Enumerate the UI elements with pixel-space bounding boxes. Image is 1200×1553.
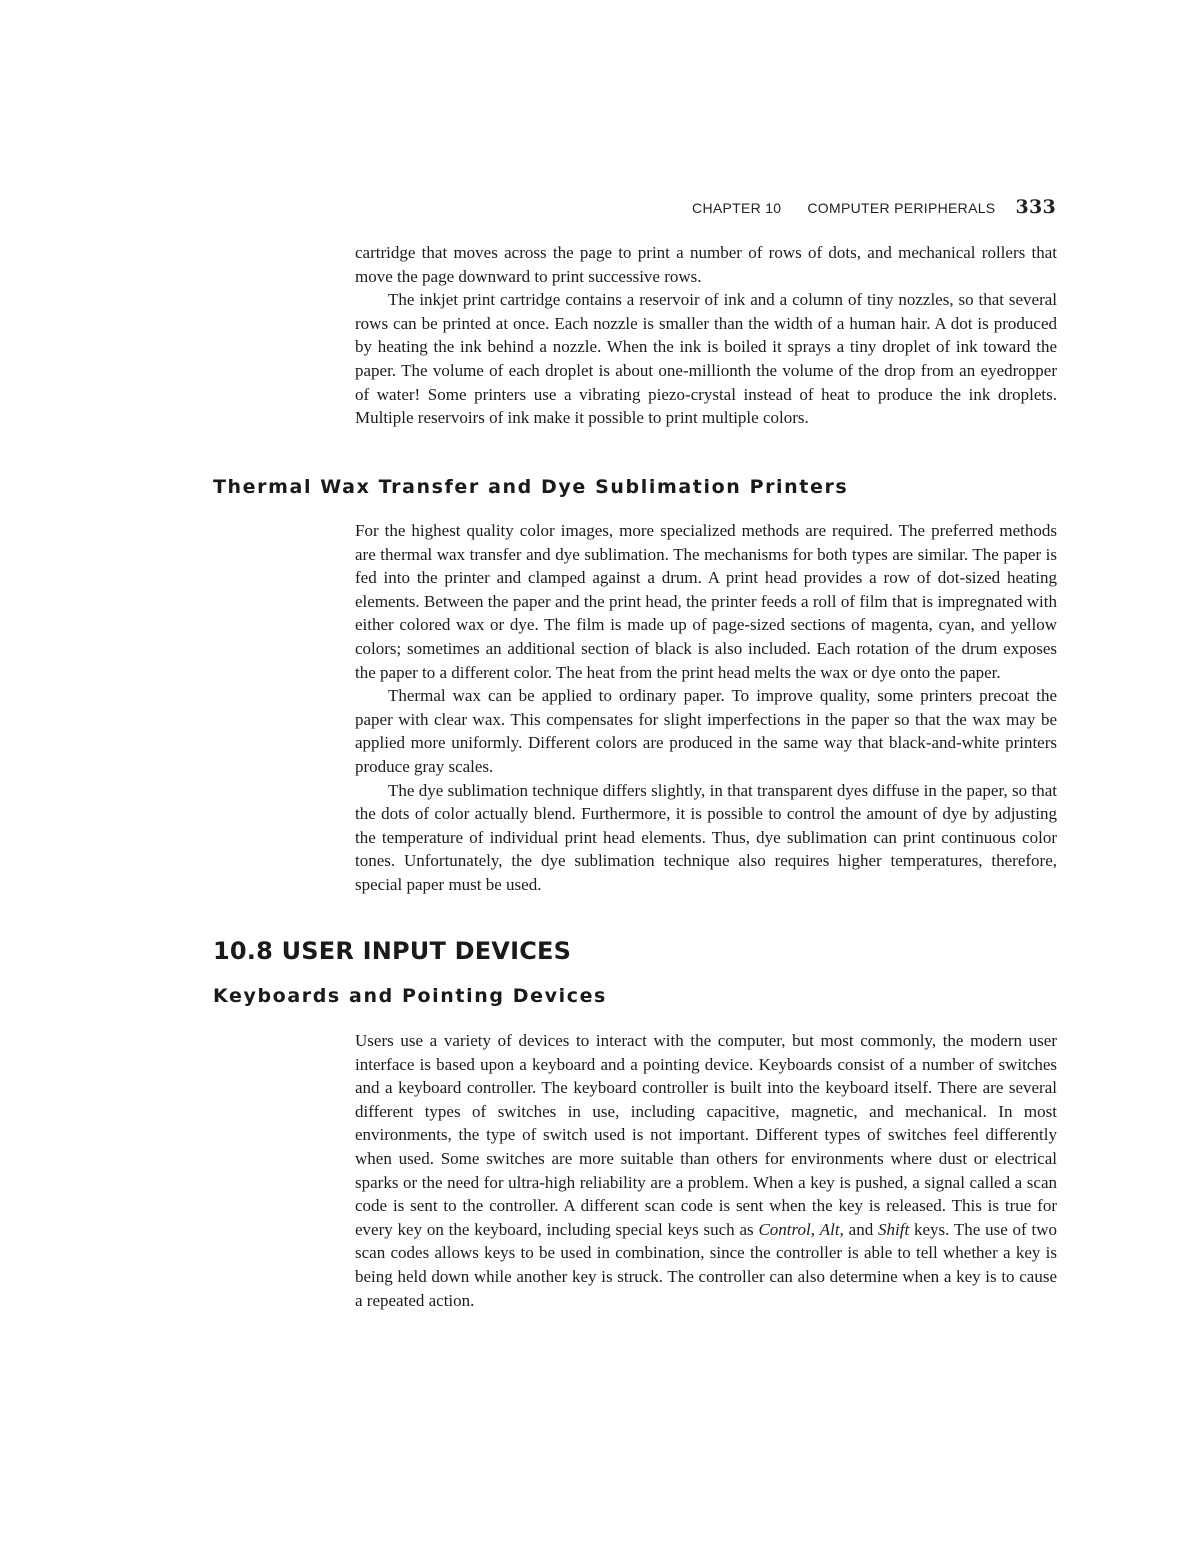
key-name-control: Control — [758, 1219, 811, 1239]
paragraph: The inkjet print cartridge contains a reservoir of ink and a column of tiny nozzles, so that several rows can be printed at once. Each nozzle is smaller than the width of a human hair. A dot is produced by heating the ink behind a nozzle. When the ink is boiled it sprays a tiny droplet of ink toward the paper. The volume of each droplet is about one-millionth the volume of the drop from an eyedropper of water! Some printers use a vibrating piezo-crystal instead of heat to produce the ink droplets. Multiple reservoirs of ink make it possible to print multiple colors. — [355, 290, 1057, 428]
thermal-section-body — [355, 519, 1057, 897]
text-run: keys. The use of two scan codes allows keys to be used in combination, since the controller is able to tell whether a key is being held down while another key is struck. The controller can also determine when a key is to cause a repeated action. — [355, 1219, 1058, 1310]
paragraph — [355, 1029, 1057, 1312]
inkjet-continued — [355, 241, 1057, 430]
page-number: 333 — [1015, 196, 1056, 218]
key-name-alt: Alt — [819, 1219, 840, 1239]
text-run: , and — [839, 1219, 878, 1239]
text-run: Users use a variety of devices to interact with the computer, but most commonly, the modern user interface is based upon a keyboard and a pointing device. Keyboards consist of a number of switches and a keyboard controller. The keyboard controller is built into the keyboard itself. There are several different types of switches in use, including capacitive, magnetic, and mechanical. In most environments, the type of switch used is not important. Different types of switches feel differently when used. Some switches are more suitable than others for environments where dust or electrical sparks or the need for ultra-high reliability are a problem. When a key is pushed, a signal called a scan code is sent to the controller. A different scan code is sent when the key is released. This is true for every key on the keyboard, including special keys such as — [355, 1031, 1057, 1239]
paragraph: For the highest quality color images, more specialized methods are required. The preferred methods are thermal wax transfer and dye sublimation. The mechanisms for both types are similar. The paper is fed into the printer and clamped against a drum. A print head provides a row of dot-sized heating elements. Between the paper and the print head, the printer feeds a roll of film that is impregnated with either colored wax or dye. The film is made up of page-sized sections of magenta, cyan, and yellow colors; sometimes an additional section of black is also included. Each rotation of the drum exposes the paper to a different color. The heat from the print head melts the wax or dye onto the paper. — [355, 521, 1057, 682]
section-heading-thermal: Thermal Wax Transfer and Dye Sublimation Printers — [213, 476, 849, 498]
text-run: , — [810, 1219, 820, 1239]
chapter-section-heading: 10.8 USER INPUT DEVICES — [213, 937, 572, 965]
paragraph: cartridge that moves across the page to print a number of rows of dots, and mechanical rollers that move the page downward to print successive rows. — [355, 243, 1057, 286]
keyboards-section-body — [355, 1029, 1057, 1312]
paragraph: Thermal wax can be applied to ordinary paper. To improve quality, some printers precoat the paper with clear wax. This compensates for slight imperfections in the paper so that the wax may be applied more uniformly. Different colors are produced in the same way that black-and-white printers produce gray scales. — [355, 686, 1057, 776]
running-head — [692, 196, 1056, 218]
chapter-label: CHAPTER 10 — [692, 200, 782, 216]
section-heading-keyboards: Keyboards and Pointing Devices — [213, 985, 607, 1007]
key-name-shift: Shift — [878, 1219, 910, 1239]
paragraph: The dye sublimation technique differs slightly, in that transparent dyes diffuse in the paper, so that the dots of color actually blend. Furthermore, it is possible to control the amount of dye by adjusting the temperature of individual print head elements. Thus, dye sublimation can print continuous color tones. Unfortunately, the dye sublimation technique also requires higher temperatures, therefore, special paper must be used. — [355, 780, 1057, 894]
chapter-title: COMPUTER PERIPHERALS — [807, 200, 996, 216]
